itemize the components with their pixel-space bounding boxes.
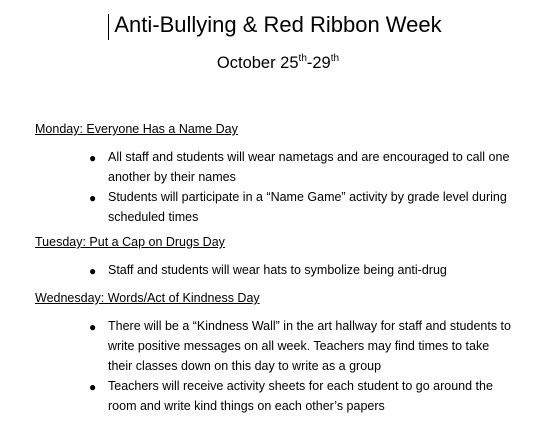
heading-monday: Monday: Everyone Has a Name Day	[35, 122, 238, 136]
bullet-icon: ●	[89, 264, 97, 278]
list-item	[0, 260, 538, 280]
list-item-text: Students will participate in a “Name Game” activity by grade level during scheduled times	[108, 190, 507, 224]
list-item	[0, 316, 538, 376]
date-superscript-end: th	[330, 53, 340, 64]
document-date	[0, 52, 538, 74]
list-item-text: Teachers will receive activity sheets for each student to go around the room and write kind things on each other’s papers	[108, 379, 493, 413]
list-item-text: All staff and students will wear nametags and are encouraged to call one another by their names	[108, 150, 510, 184]
list-monday	[0, 147, 538, 227]
list-item-text: Staff and students will wear hats to symbolize being anti-drug	[108, 263, 447, 277]
heading-tuesday: Tuesday: Put a Cap on Drugs Day	[35, 235, 225, 249]
bullet-icon: ●	[89, 320, 97, 334]
list-item	[0, 187, 538, 227]
bullet-icon: ●	[89, 151, 97, 165]
list-tuesday	[0, 260, 538, 280]
list-item	[0, 376, 538, 416]
date-dash-end: -29	[306, 54, 331, 72]
date-prefix: October 25	[216, 54, 299, 72]
list-item-text: There will be a “Kindness Wall” in the art hallway for staff and students to write positive messages on all week. Teachers may find times to take their classes down on this day to write as a group	[108, 319, 511, 373]
document-title: Anti-Bullying & Red Ribbon Week	[114, 12, 442, 37]
date-superscript-start: th	[298, 53, 307, 64]
bullet-icon: ●	[89, 380, 97, 394]
heading-wednesday: Wednesday: Words/Act of Kindness Day	[35, 291, 260, 305]
list-item	[0, 147, 538, 187]
list-wednesday	[0, 316, 538, 416]
bullet-icon: ●	[89, 191, 97, 205]
